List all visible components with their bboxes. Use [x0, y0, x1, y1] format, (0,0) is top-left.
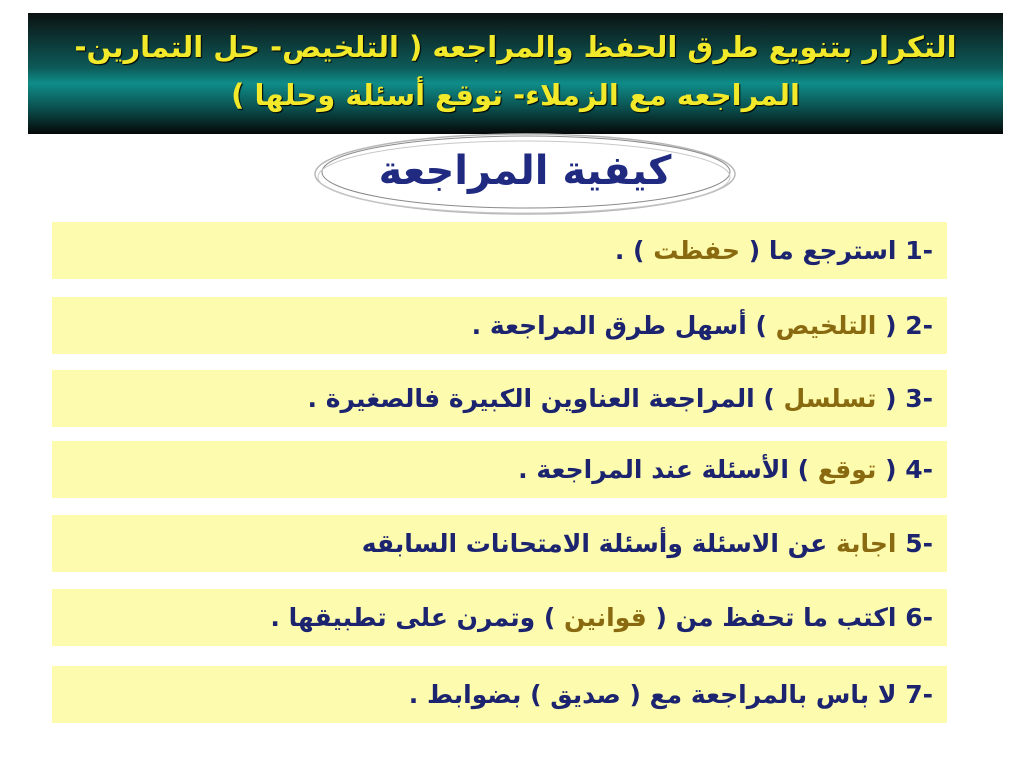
- list-item-2: [52, 297, 947, 354]
- item-text-before: اكتب ما تحفظ من (: [655, 603, 897, 632]
- item-highlight: التلخيص: [775, 311, 877, 340]
- item-text-before: (: [885, 384, 897, 413]
- page-title: كيفية المراجعة: [378, 148, 672, 194]
- item-number: 6-: [905, 603, 933, 632]
- item-text-after: ) وتمرن على تطبيقها .: [270, 603, 556, 632]
- item-text-after: عن الاسئلة وأسئلة الامتحانات السابقه: [361, 529, 828, 558]
- list-item-1: [52, 222, 947, 279]
- item-text-after: ) أسهل طرق المراجعة .: [471, 311, 767, 340]
- item-number: 1-: [905, 236, 933, 265]
- list-item-4: [52, 441, 947, 498]
- banner-line-1: التكرار بتنويع طرق الحفظ والمراجعه ( التلخيص- حل التمارين-: [74, 30, 957, 64]
- list-item-5: [52, 515, 947, 572]
- item-number: 2-: [905, 311, 933, 340]
- item-highlight: قوانين: [564, 603, 647, 632]
- item-number: 5-: [905, 529, 933, 558]
- item-text-before: استرجع ما (: [748, 236, 897, 265]
- item-number: 7-: [905, 680, 933, 709]
- item-text-after: ) المراجعة العناوين الكبيرة فالصغيرة .: [307, 384, 775, 413]
- item-highlight: توقع: [817, 455, 877, 484]
- item-number: 3-: [905, 384, 933, 413]
- list-item-6: [52, 589, 947, 646]
- list-item-3: [52, 370, 947, 427]
- item-text-after: ) .: [614, 236, 645, 265]
- title-oval: [310, 130, 740, 220]
- item-highlight: تسلسل: [783, 384, 877, 413]
- item-number: 4-: [905, 455, 933, 484]
- list-item-7: [52, 666, 947, 723]
- item-text-before: لا باس بالمراجعة مع ( صديق ) بضوابط .: [408, 680, 897, 709]
- item-text-before: (: [885, 311, 897, 340]
- item-highlight: حفظت: [653, 236, 741, 265]
- header-banner: [28, 13, 1003, 134]
- banner-line-2: المراجعه مع الزملاء- توقع أسئلة وحلها ): [231, 78, 800, 112]
- item-highlight: اجابة: [835, 529, 897, 558]
- item-text-before: (: [885, 455, 897, 484]
- item-text-after: ) الأسئلة عند المراجعة .: [518, 455, 810, 484]
